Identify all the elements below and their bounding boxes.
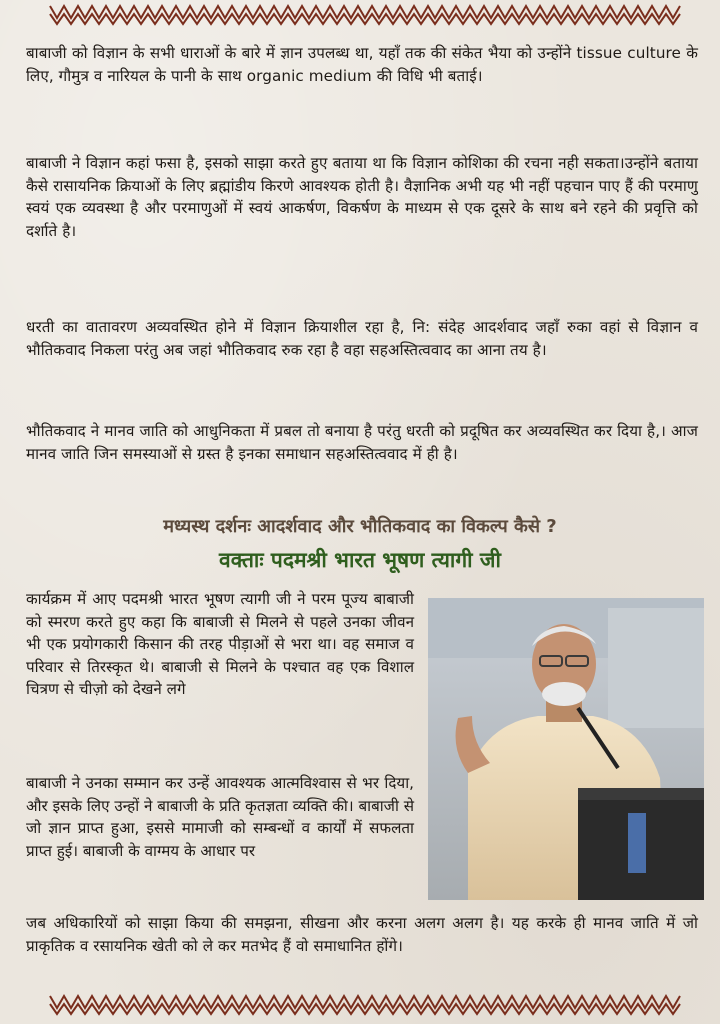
speaker-photo [428, 598, 704, 900]
paragraph-materialism: भौतिकवाद ने मानव जाति को आधुनिकता में प्रबल तो बनाया है परंतु धरती को प्रदूषित कर अव्यवस्थित कर दिया है,। आज मानव जाति जिन समस्याओं से ग्रस्त है इनका समाधान सहअस्तित्ववाद में ही है। [26, 422, 698, 463]
speaker-intro-block [26, 588, 414, 701]
section-title: मध्यस्थ दर्शनः आदर्शवाद और भौतिकवाद का विकल्प कैसे ? [163, 516, 557, 537]
top-zigzag-border [0, 0, 720, 26]
paragraph-speaker-respect: बाबाजी ने उनका सम्मान कर उन्हें आवश्यक आत्मविश्वास से भर दिया, और इसके लिए उन्हों ने बाबाजी के प्रति कृतज्ञता व्यक्ति की। बाबाजी से जो ज्ञान प्राप्त हुआ, इससे मामाजी को सम्बन्धों व कार्यों में सफलता प्राप्त हुई। बाबाजी के वाग्मय के आधार पर [26, 774, 414, 860]
closing-block [26, 912, 698, 957]
paragraph-environment: धरती का वातावरण अव्यवस्थित होने में विज्ञान क्रियाशील रहा है, नि: संदेह आदर्शवाद जहाँ रुका वहां से विज्ञान व भौतिकवाद निकला परंतु अब जहां भौतिकवाद रुक रहा है वहा सहअस्तित्ववाद का आना तय है। [26, 318, 698, 359]
speaker-respect-block [26, 772, 414, 862]
bottom-zigzag-border [0, 990, 720, 1016]
paragraph-tissue-culture: बाबाजी को विज्ञान के सभी धाराओं के बारे में ज्ञान उपलब्ध था, यहाँ तक की संकेत भैया को उन्होंने tissue culture के लिए, गौमुत्र व नारियल के पानी के साथ organic medium की विधि भी बताई। [26, 44, 698, 85]
paragraph-science-limits: बाबाजी ने विज्ञान कहां फसा है, इसको साझा करते हुए बताया था कि विज्ञान कोशिका की रचना नही सकता।उन्होंने बताया कैसे रासायनिक क्रियाओं के लिए ब्रह्मांडीय किरणे आवश्यक होती है। वैज्ञानिक अभी यह भी नहीं पहचान पाए हैं की परमाणु स्वयं एक व्यवस्था है और परमाणुओं में स्वयं आकर्षण, विकर्षण के माध्यम से एक दूसरे के साथ बने रहने की प्रवृत्ति को दर्शाते है। [26, 154, 698, 240]
speaker-heading: वक्ताः पदमश्री भारत भूषण त्यागी जी [219, 548, 501, 572]
paragraph-closing: जब अधिकारियों को साझा किया की समझना, सीखना और करना अलग अलग है। यह करके ही मानव जाति में जो प्राकृतिक व रसायनिक खेती को ले कर मतभेद हैं वो समाधानित होंगे। [26, 914, 698, 955]
paragraph-speaker-intro: कार्यक्रम में आए पदमश्री भारत भूषण त्यागी जी ने परम पूज्य बाबाजी को स्मरण करते हुए कहा कि बाबाजी से मिलने से पहले उनका जीवन भी एक प्रयोगकारी किसान की तरह पीड़ाओं से भरा था। वह समाज व परिवार से तिरस्कृत थे। बाबाजी से मिलने के पश्चात वह एक विशाल चित्रण से चीज़ो को देखने लगे [26, 590, 414, 699]
